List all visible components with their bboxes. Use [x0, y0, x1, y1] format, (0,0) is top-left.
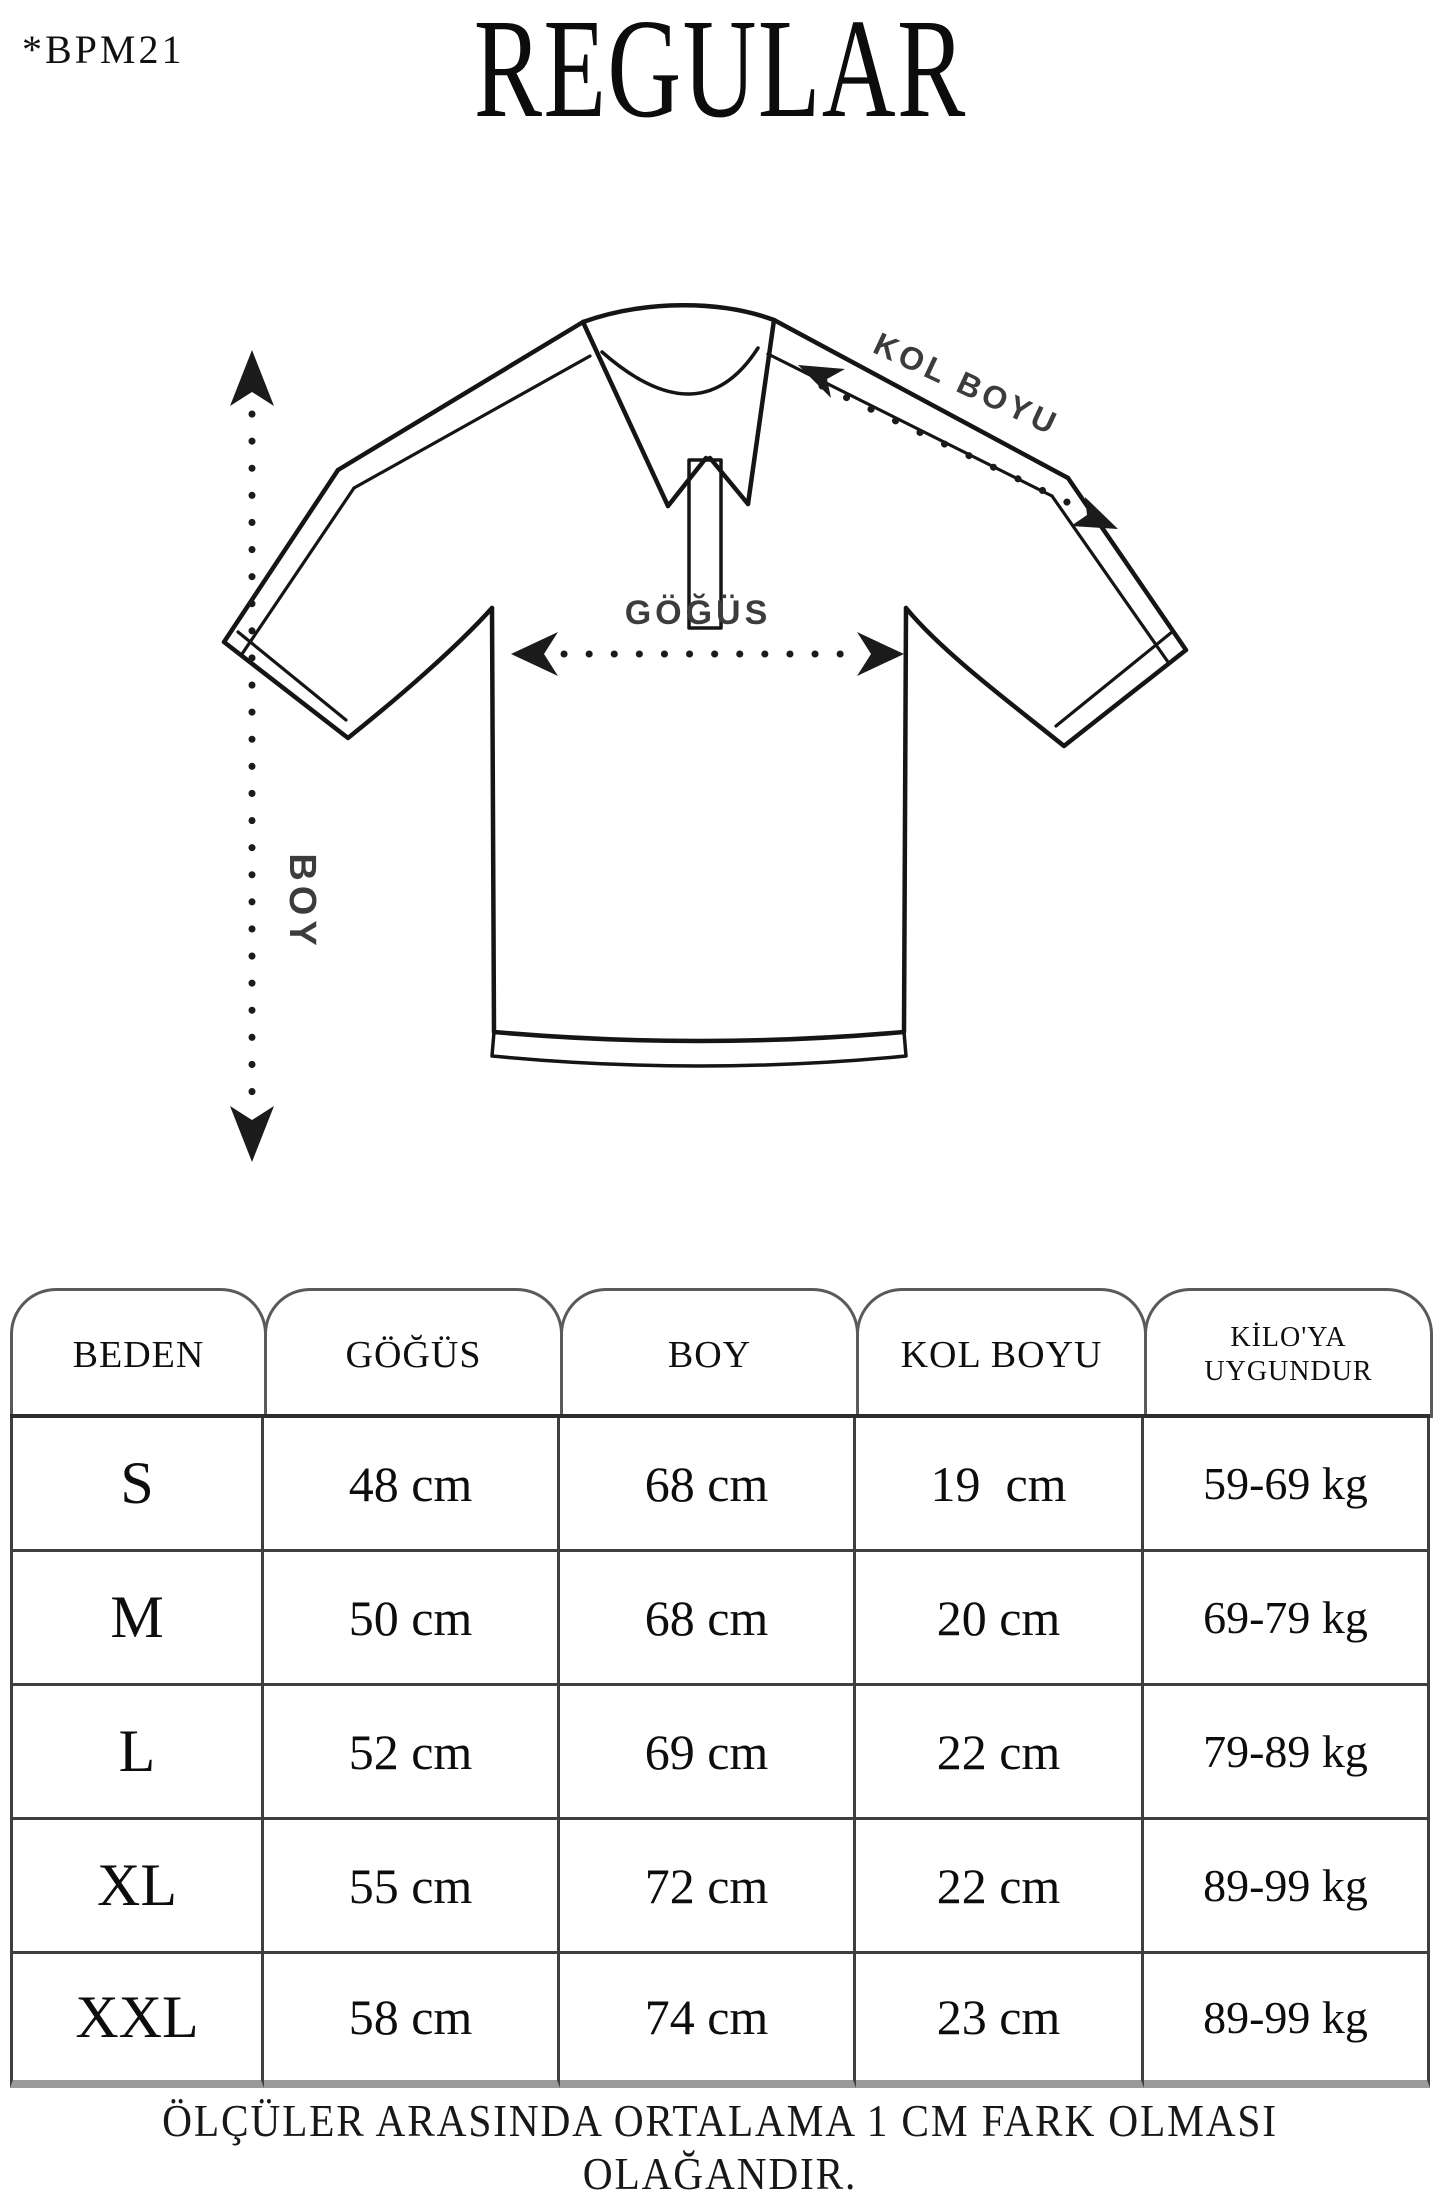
cell-s-size: S	[10, 1418, 264, 1552]
column-header-beden: BEDEN	[10, 1288, 267, 1418]
page-title-wrap	[0, 0, 1440, 147]
column-header-kol-boyu: KOL BOYU	[856, 1288, 1147, 1418]
cell-s-chest: 48 cm	[264, 1418, 560, 1552]
cell-l-weight: 79-89 kg	[1144, 1686, 1430, 1820]
arrow-right-icon	[857, 632, 904, 676]
cell-xxl-chest: 58 cm	[264, 1954, 560, 2088]
cell-xl-size: XL	[10, 1820, 264, 1954]
cell-l-chest: 52 cm	[264, 1686, 560, 1820]
chest-label: GÖĞÜS	[624, 594, 772, 632]
column-header-kiloya-uygundur-text: KİLO'YA UYGUNDUR	[1204, 1322, 1373, 1387]
length-dimension	[230, 350, 323, 1162]
cell-xl-weight: 89-99 kg	[1144, 1820, 1430, 1954]
cell-m-size: M	[10, 1552, 264, 1686]
arrow-up-icon	[230, 350, 274, 406]
arrow-up-left-icon	[798, 365, 845, 398]
arrow-left-icon	[511, 632, 558, 676]
cell-xxl-weight: 89-99 kg	[1144, 1954, 1430, 2088]
footer-note: ÖLÇÜLER ARASINDA ORTALAMA 1 CM FARK OLMASI OLAĞANDIR.	[162, 2095, 1278, 2199]
cell-m-length: 68 cm	[560, 1552, 856, 1686]
arrow-down-icon	[230, 1106, 274, 1162]
cell-xxl-sleeve: 23 cm	[856, 1954, 1144, 2088]
size-table	[10, 1288, 1430, 2090]
cell-s-sleeve: 19 cm	[856, 1418, 1144, 1552]
length-label: BOY	[281, 853, 323, 951]
cell-m-weight: 69-79 kg	[1144, 1552, 1430, 1686]
cell-xxl-size: XXL	[10, 1954, 264, 2088]
cell-xl-chest: 55 cm	[264, 1820, 560, 1954]
cell-m-sleeve: 20 cm	[856, 1552, 1144, 1686]
cell-s-length: 68 cm	[560, 1418, 856, 1552]
cell-l-length: 69 cm	[560, 1686, 856, 1820]
arrow-down-right-icon	[1071, 497, 1118, 529]
sleeve-label: KOL BOYU	[868, 325, 1066, 443]
polo-shirt-diagram	[140, 290, 1340, 1190]
column-header-boy: BOY	[560, 1288, 859, 1418]
footer-note-wrap	[0, 2094, 1440, 2200]
page-title: REGULAR	[473, 0, 967, 147]
chest-dimension	[511, 594, 904, 676]
cell-m-chest: 50 cm	[264, 1552, 560, 1686]
table-header-divider	[10, 1414, 1430, 1418]
cell-xl-sleeve: 22 cm	[856, 1820, 1144, 1954]
product-code: *BPM21	[22, 27, 185, 72]
cell-l-size: L	[10, 1686, 264, 1820]
cell-s-weight: 59-69 kg	[1144, 1418, 1430, 1552]
cell-xxl-length: 74 cm	[560, 1954, 856, 2088]
sleeve-dimension	[798, 325, 1118, 529]
cell-l-sleeve: 22 cm	[856, 1686, 1144, 1820]
column-header-gogus: GÖĞÜS	[264, 1288, 563, 1418]
column-header-kiloya-uygundur	[1144, 1288, 1433, 1418]
cell-xl-length: 72 cm	[560, 1820, 856, 1954]
